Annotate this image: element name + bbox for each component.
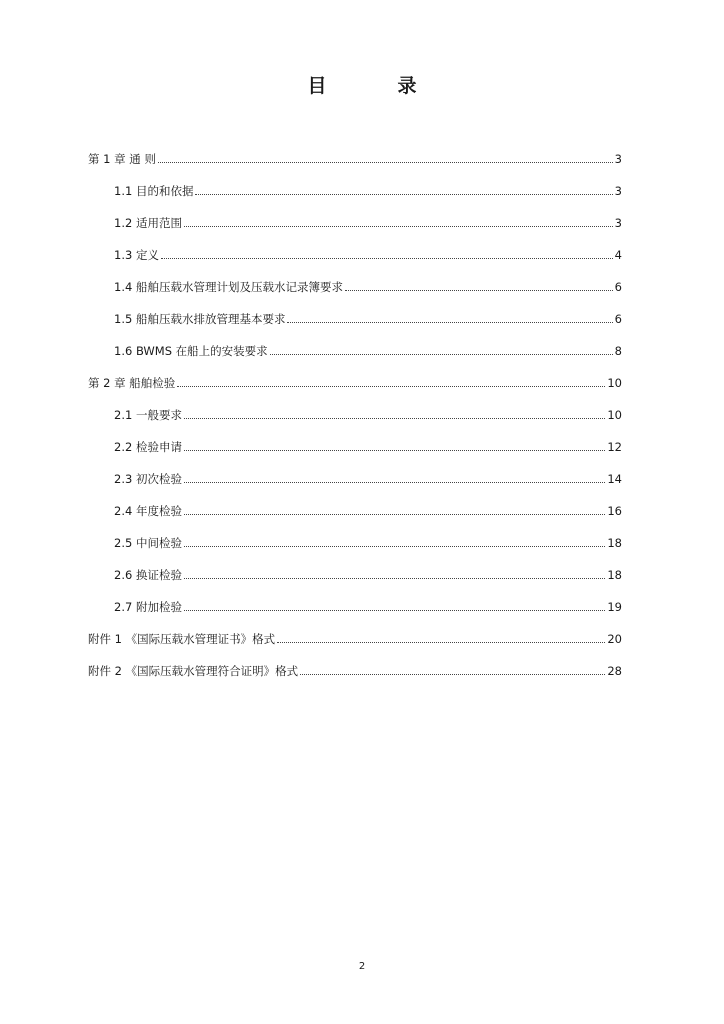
toc-entry-page: 6 bbox=[614, 312, 622, 326]
toc-entry-1-6[interactable] bbox=[114, 343, 622, 359]
toc-leader-dots bbox=[277, 631, 605, 643]
toc-entry-page: 12 bbox=[607, 440, 622, 454]
toc-entry-label: 1.6 BWMS 在船上的安装要求 bbox=[114, 344, 268, 358]
toc-entry-label: 2.3 初次检验 bbox=[114, 472, 182, 486]
toc-entry-2-7[interactable] bbox=[114, 599, 622, 615]
toc-leader-dots bbox=[184, 535, 605, 547]
toc-entry-page: 18 bbox=[607, 568, 622, 582]
toc-entry-label: 第 1 章 通 则 bbox=[88, 152, 156, 166]
page-title: 目 录 bbox=[307, 75, 443, 97]
toc-leader-dots bbox=[184, 407, 605, 419]
toc-entry-label: 附件 1 《国际压载水管理证书》格式 bbox=[88, 632, 276, 646]
toc-entry-1-3[interactable] bbox=[114, 247, 622, 263]
toc-entry-label: 第 2 章 船舶检验 bbox=[88, 376, 176, 390]
toc-leader-dots bbox=[184, 503, 605, 515]
toc-entry-page: 4 bbox=[614, 248, 622, 262]
toc-entry-page: 10 bbox=[607, 408, 622, 422]
toc-entry-label: 2.4 年度检验 bbox=[114, 504, 182, 518]
toc-leader-dots bbox=[161, 247, 613, 259]
toc-leader-dots bbox=[177, 375, 605, 387]
toc-entry-label: 1.5 船舶压载水排放管理基本要求 bbox=[114, 312, 286, 326]
toc-entry-label: 1.1 目的和依据 bbox=[114, 184, 194, 198]
toc-leader-dots bbox=[270, 343, 613, 355]
toc-entry-page: 14 bbox=[607, 472, 622, 486]
toc-leader-dots bbox=[195, 183, 612, 195]
toc-entry-label: 2.5 中间检验 bbox=[114, 536, 182, 550]
toc-entry-label: 附件 2 《国际压载水管理符合证明》格式 bbox=[88, 664, 299, 678]
toc-entry-page: 28 bbox=[607, 664, 622, 678]
toc-entry-label: 1.3 定义 bbox=[114, 248, 159, 262]
toc-entry-label: 2.1 一般要求 bbox=[114, 408, 182, 422]
toc-entry-2-2[interactable] bbox=[114, 439, 622, 455]
toc-entry-label: 2.6 换证检验 bbox=[114, 568, 182, 582]
toc-entry-page: 19 bbox=[607, 600, 622, 614]
toc-entry-page: 3 bbox=[614, 216, 622, 230]
toc-entry-page: 10 bbox=[607, 376, 622, 390]
toc-entry-2-6[interactable] bbox=[114, 567, 622, 583]
toc-entry-chapter-2[interactable] bbox=[88, 375, 622, 391]
toc-entry-page: 6 bbox=[614, 280, 622, 294]
toc-leader-dots bbox=[184, 215, 613, 227]
toc-entry-page: 18 bbox=[607, 536, 622, 550]
toc-entry-page: 20 bbox=[607, 632, 622, 646]
toc-entry-1-5[interactable] bbox=[114, 311, 622, 327]
toc-entry-2-4[interactable] bbox=[114, 503, 622, 519]
toc-leader-dots bbox=[345, 279, 613, 291]
toc-leader-dots bbox=[300, 663, 605, 675]
toc-leader-dots bbox=[287, 311, 612, 323]
toc-entry-page: 16 bbox=[607, 504, 622, 518]
toc-entry-label: 2.7 附加检验 bbox=[114, 600, 182, 614]
toc-entry-appendix-1[interactable] bbox=[88, 631, 622, 647]
toc-entry-2-5[interactable] bbox=[114, 535, 622, 551]
toc-entry-label: 1.2 适用范围 bbox=[114, 216, 182, 230]
toc-entry-chapter-1[interactable] bbox=[88, 151, 622, 167]
toc-leader-dots bbox=[184, 471, 605, 483]
toc-entry-label: 1.4 船舶压载水管理计划及压载水记录簿要求 bbox=[114, 280, 343, 294]
toc-entry-page: 3 bbox=[614, 184, 622, 198]
toc-leader-dots bbox=[184, 599, 605, 611]
toc-entry-1-4[interactable] bbox=[114, 279, 622, 295]
toc-leader-dots bbox=[158, 151, 613, 163]
toc-entry-1-1[interactable] bbox=[114, 183, 622, 199]
toc-entry-appendix-2[interactable] bbox=[88, 663, 622, 679]
toc-entry-2-3[interactable] bbox=[114, 471, 622, 487]
page-number: 2 bbox=[358, 961, 366, 972]
toc-entry-page: 8 bbox=[614, 344, 622, 358]
toc-entry-label: 2.2 检验申请 bbox=[114, 440, 182, 454]
toc-entry-1-2[interactable] bbox=[114, 215, 622, 231]
toc-entry-2-1[interactable] bbox=[114, 407, 622, 423]
toc-entry-page: 3 bbox=[614, 152, 622, 166]
toc-leader-dots bbox=[184, 439, 605, 451]
toc-leader-dots bbox=[184, 567, 605, 579]
